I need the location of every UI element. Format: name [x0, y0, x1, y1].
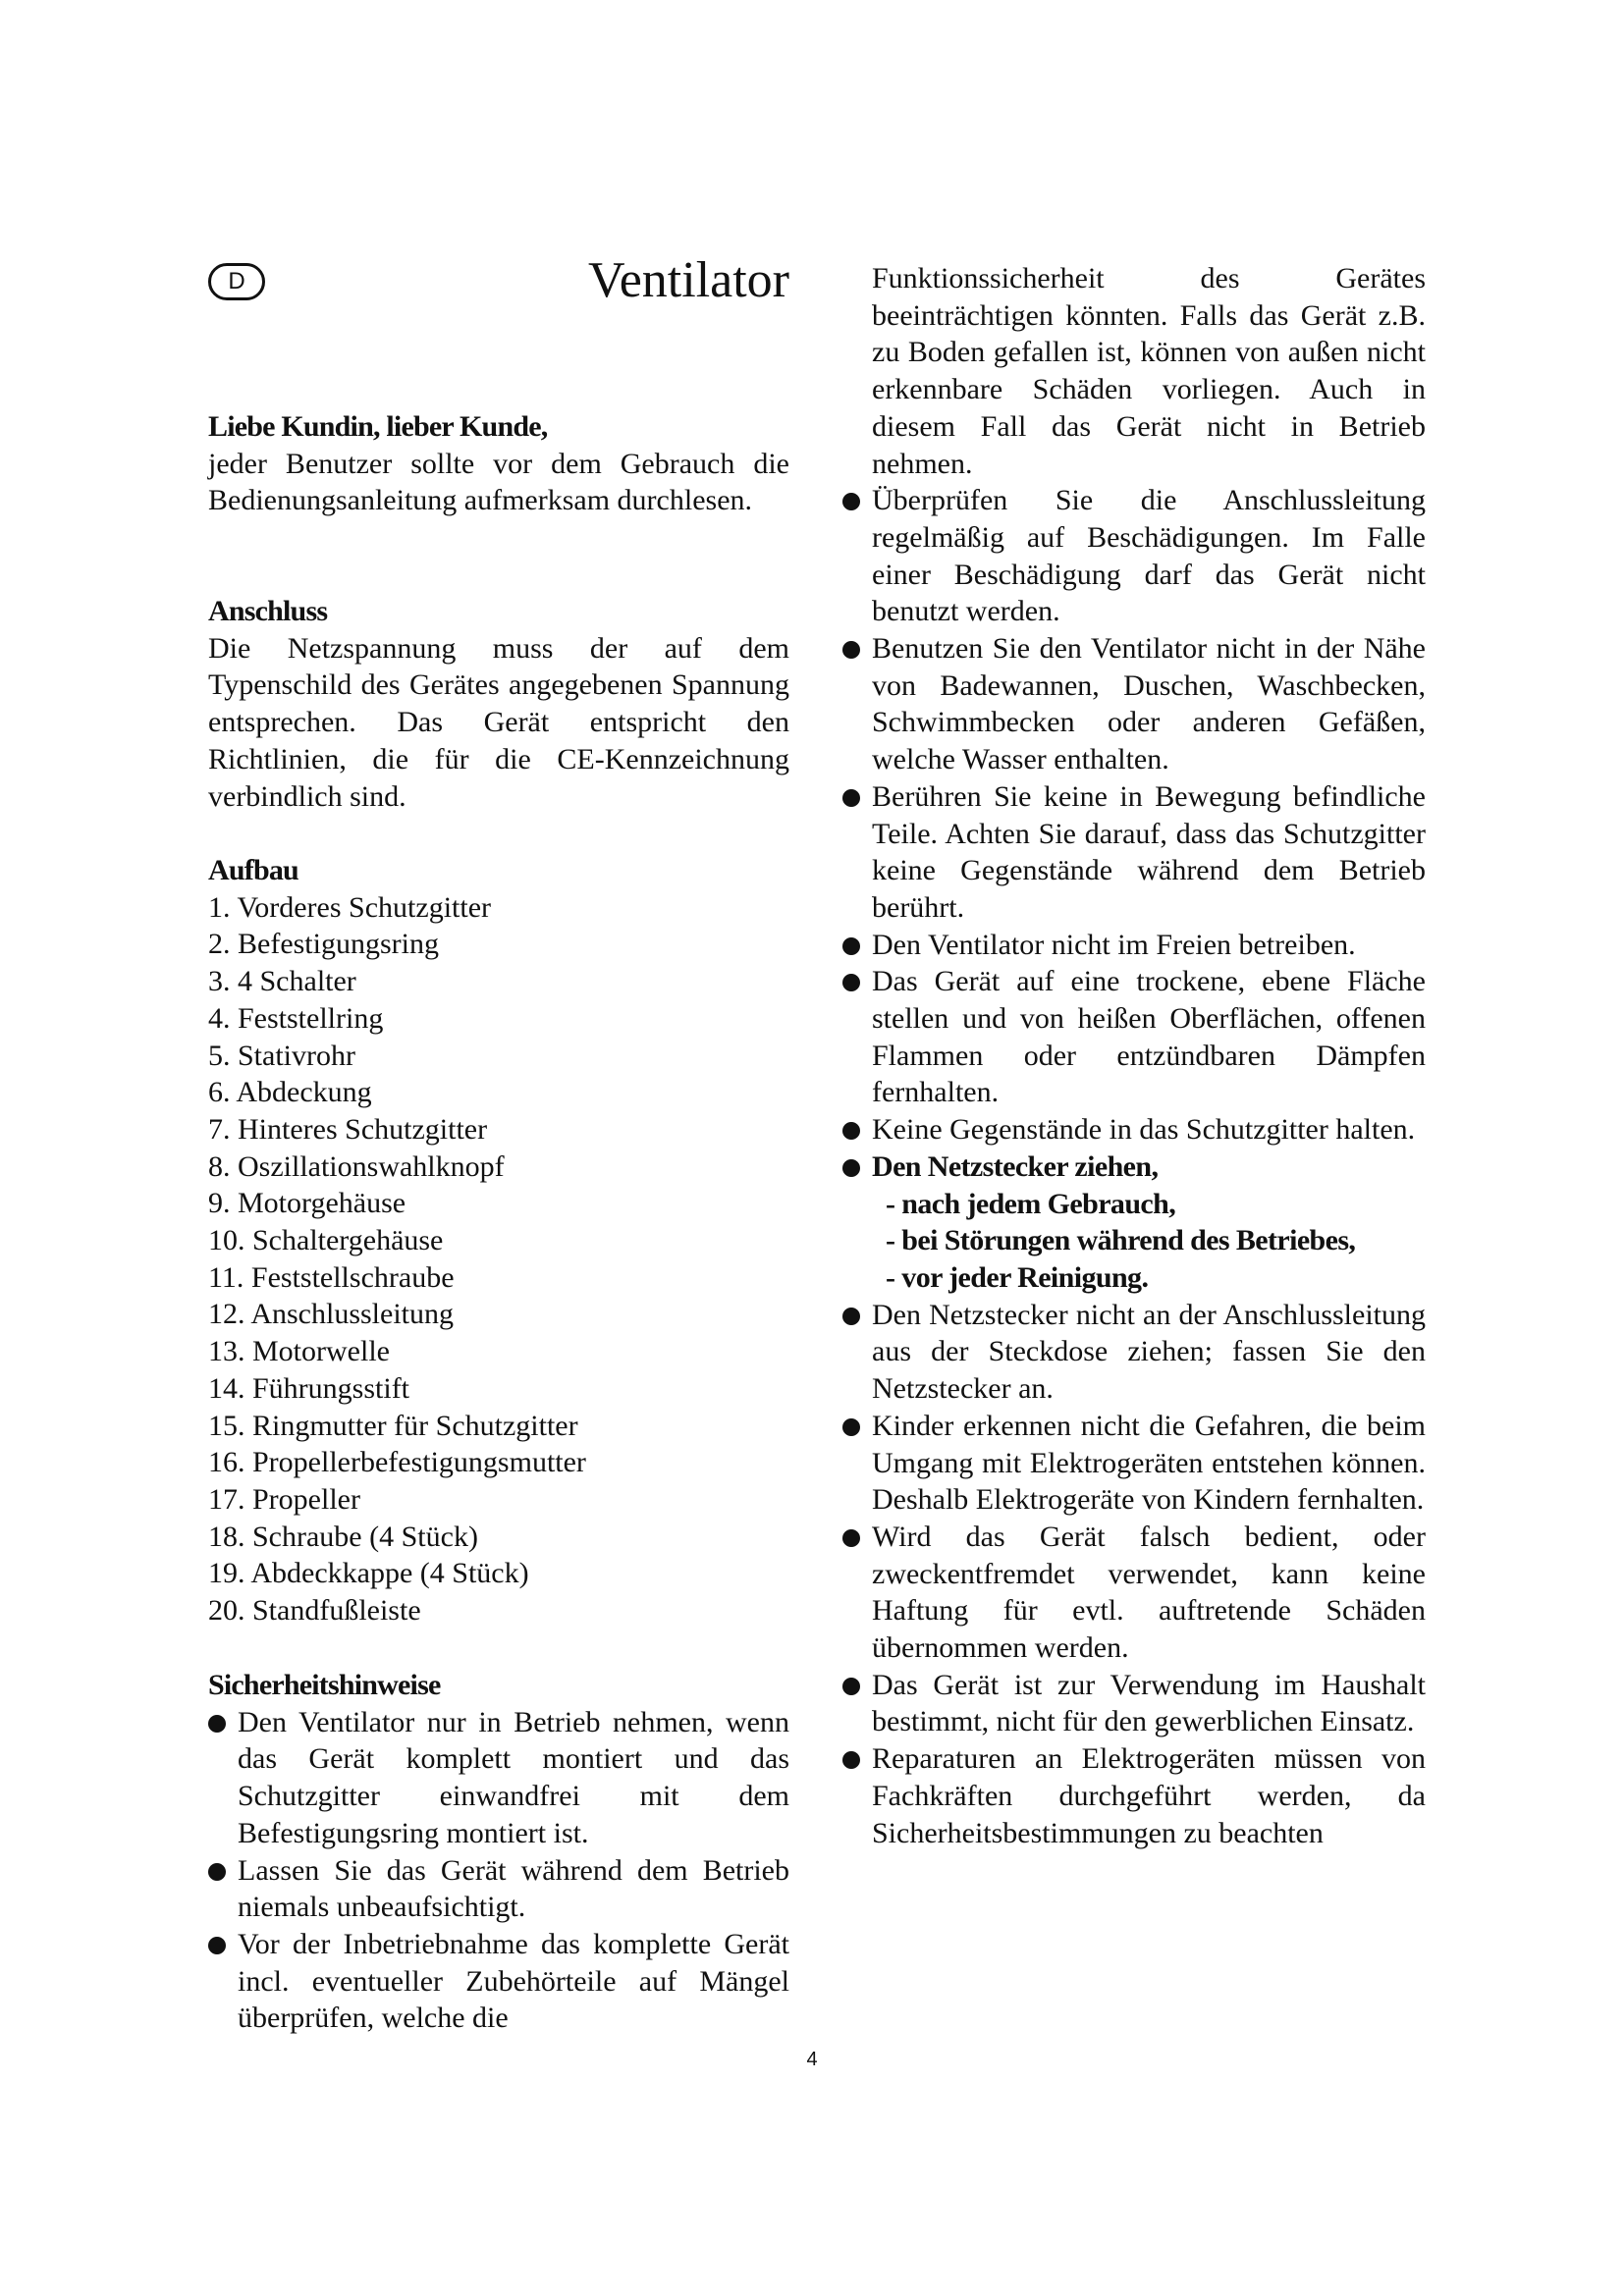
- safety-item: [842, 1740, 1426, 1851]
- parts-list-item: 7. Hinteres Schutzgitter: [208, 1112, 488, 1146]
- safety-item: [208, 1852, 789, 1926]
- safety-item: [842, 963, 1426, 1111]
- safety-item: [842, 1667, 1426, 1740]
- parts-list-item: 5. Stativrohr: [208, 1039, 355, 1072]
- safety-item-text: Den Ventilator nicht im Freien betreiben.: [872, 928, 1356, 961]
- safety-item-text: Vor der Inbetriebnahme das komplette Gerät incl. eventueller Zubehörteile auf Mängel überprüfen, welche die: [238, 1927, 789, 2035]
- anschluss-heading: Anschluss: [208, 595, 328, 627]
- safety-item-text: Den Ventilator nur in Betrieb nehmen, wenn das Gerät komplett montiert und das Schutzgitter einwandfrei mit dem Befestigungsring montiert ist.: [238, 1705, 789, 1849]
- safety-item-text: Das Gerät ist zur Verwendung im Haushalt bestimmt, nicht für den gewerblichen Einsatz.: [872, 1668, 1426, 1738]
- bullet-icon: [842, 1418, 860, 1436]
- safety-item: [842, 1519, 1426, 1667]
- parts-list-item: 15. Ringmutter für Schutzgitter: [208, 1409, 578, 1442]
- safety-list-left: [208, 1704, 789, 2037]
- bullet-icon: [842, 1678, 860, 1695]
- safety-item-text: Lassen Sie das Gerät während dem Betrieb niemals unbeaufsichtigt.: [238, 1853, 789, 1924]
- unplug-subitem: - nach jedem Gebrauch,: [886, 1187, 1176, 1220]
- safety-item: [842, 927, 1426, 964]
- bullet-icon: [842, 1751, 860, 1769]
- unplug-heading: Den Netzstecker ziehen,: [872, 1149, 1159, 1183]
- bullet-icon: [842, 493, 860, 510]
- safety-item-continuation: Funktionssicherheit des Gerätes beeinträchtigen könnten. Falls das Gerät z.B. zu Boden gefallen ist, können von außen nicht erkennbare Schäden vorliegen. Auch in diesem Fall das Gerät nicht in Betrieb nehmen.: [872, 262, 1426, 480]
- bullet-icon: [208, 1715, 226, 1733]
- parts-list-item: 17. Propeller: [208, 1482, 360, 1516]
- safety-item-text: Reparaturen an Elektrogeräten müssen von Fachkräften durchgeführt werden, da Sicherheitsbestimmungen zu beachten: [872, 1742, 1426, 1849]
- page-title: Ventilator: [587, 252, 789, 308]
- aufbau-heading: Aufbau: [208, 854, 298, 886]
- anschluss-text: Die Netzspannung muss der auf dem Typenschild des Gerätes angegebenen Spannung entsprechen. Das Gerät entspricht den Richtlinien, die für die CE-Kennzeichnung verbindlich sind.: [208, 631, 789, 813]
- bullet-icon: [842, 1529, 860, 1547]
- bullet-icon: [842, 641, 860, 659]
- unplug-item: [842, 1148, 1426, 1297]
- safety-item-text: Benutzen Sie den Ventilator nicht in der Nähe von Badewannen, Duschen, Waschbecken, Schwimmbecken oder anderen Gefäßen, welche Wasser enthalten.: [872, 632, 1426, 776]
- greeting-heading: Liebe Kundin, lieber Kunde,: [208, 410, 548, 443]
- parts-list-item: 14. Führungsstift: [208, 1371, 410, 1405]
- safety-item: [208, 1704, 789, 1852]
- parts-list-item: 10. Schaltergehäuse: [208, 1224, 444, 1257]
- safety-item: [842, 1408, 1426, 1519]
- parts-list-item: 6. Abdeckung: [208, 1076, 372, 1109]
- bullet-icon: [842, 1159, 860, 1177]
- safety-item-text: Keine Gegenstände in das Schutzgitter halten.: [872, 1113, 1416, 1147]
- bullet-icon: [842, 974, 860, 991]
- safety-item-text: Das Gerät auf eine trockene, ebene Fläche stellen und von heißen Oberflächen, offenen Flammen oder entzündbaren Dämpfen fernhalten.: [872, 965, 1426, 1109]
- safety-item: [842, 1111, 1426, 1148]
- parts-list-item: 16. Propellerbefestigungsmutter: [208, 1446, 586, 1479]
- parts-list-item: 1. Vorderes Schutzgitter: [208, 890, 492, 924]
- safety-list-right: [842, 482, 1426, 1851]
- parts-list-item: 13. Motorwelle: [208, 1335, 390, 1368]
- parts-list-item: 11. Feststellschraube: [208, 1260, 455, 1294]
- bullet-icon: [208, 1937, 226, 1954]
- unplug-sublist: [872, 1186, 1426, 1297]
- bullet-icon: [842, 937, 860, 955]
- page-number: 4: [806, 2049, 818, 2070]
- bullet-icon: [842, 789, 860, 807]
- unplug-subitem: - bei Störungen während des Betriebes,: [886, 1224, 1356, 1257]
- safety-item: [842, 482, 1426, 630]
- safety-item: [842, 630, 1426, 778]
- bullet-icon: [842, 1308, 860, 1325]
- parts-list-item: 20. Standfußleiste: [208, 1594, 421, 1628]
- safety-heading: Sicherheitshinweise: [208, 1669, 441, 1701]
- parts-list: [208, 889, 789, 1629]
- aufbau-section: [208, 852, 789, 1629]
- safety-item-text: Überprüfen Sie die Anschlussleitung regelmäßig auf Beschädigungen. Im Falle einer Beschädigung darf das Gerät nicht benutzt werden.: [872, 484, 1426, 628]
- safety-item-text: Wird das Gerät falsch bedient, oder zweckentfremdet verwendet, kann keine Haftung für evtl. auftretende Schäden übernommen werden.: [872, 1520, 1426, 1665]
- safety-item-text: Berühren Sie keine in Bewegung befindliche Teile. Achten Sie darauf, dass das Schutzgitter keine Gegenstände während dem Betrieb berührt.: [872, 779, 1426, 924]
- bullet-icon: [842, 1122, 860, 1140]
- parts-list-item: 18. Schraube (4 Stück): [208, 1520, 478, 1553]
- unplug-subitem: - vor jeder Reinigung.: [886, 1260, 1149, 1294]
- greeting-section: [208, 408, 789, 519]
- language-badge: D: [208, 263, 265, 300]
- safety-section: [208, 1667, 789, 2037]
- parts-list-item: 3. 4 Schalter: [208, 965, 356, 998]
- safety-continued: [842, 260, 1426, 1851]
- safety-item-text: Kinder erkennen nicht die Gefahren, die beim Umgang mit Elektrogeräten entstehen können. Deshalb Elektrogeräte von Kindern fernhalten.: [872, 1409, 1426, 1517]
- parts-list-item: 4. Feststellring: [208, 1001, 384, 1035]
- bullet-icon: [208, 1863, 226, 1881]
- parts-list-item: 9. Motorgehäuse: [208, 1187, 406, 1220]
- safety-item: [208, 1926, 789, 2037]
- parts-list-item: 2. Befestigungsring: [208, 928, 439, 961]
- parts-list-item: 8. Oszillationswahlknopf: [208, 1149, 505, 1183]
- safety-item-text: Den Netzstecker nicht an der Anschlussleitung aus der Steckdose ziehen; fassen Sie den Netzstecker an.: [872, 1298, 1426, 1406]
- anschluss-section: [208, 593, 789, 815]
- parts-list-item: 12. Anschlussleitung: [208, 1298, 455, 1331]
- parts-list-item: 19. Abdeckkappe (4 Stück): [208, 1557, 529, 1590]
- greeting-text: jeder Benutzer sollte vor dem Gebrauch die Bedienungsanleitung aufmerksam durchlesen.: [208, 447, 789, 517]
- safety-item: [842, 1297, 1426, 1408]
- safety-item: [842, 778, 1426, 927]
